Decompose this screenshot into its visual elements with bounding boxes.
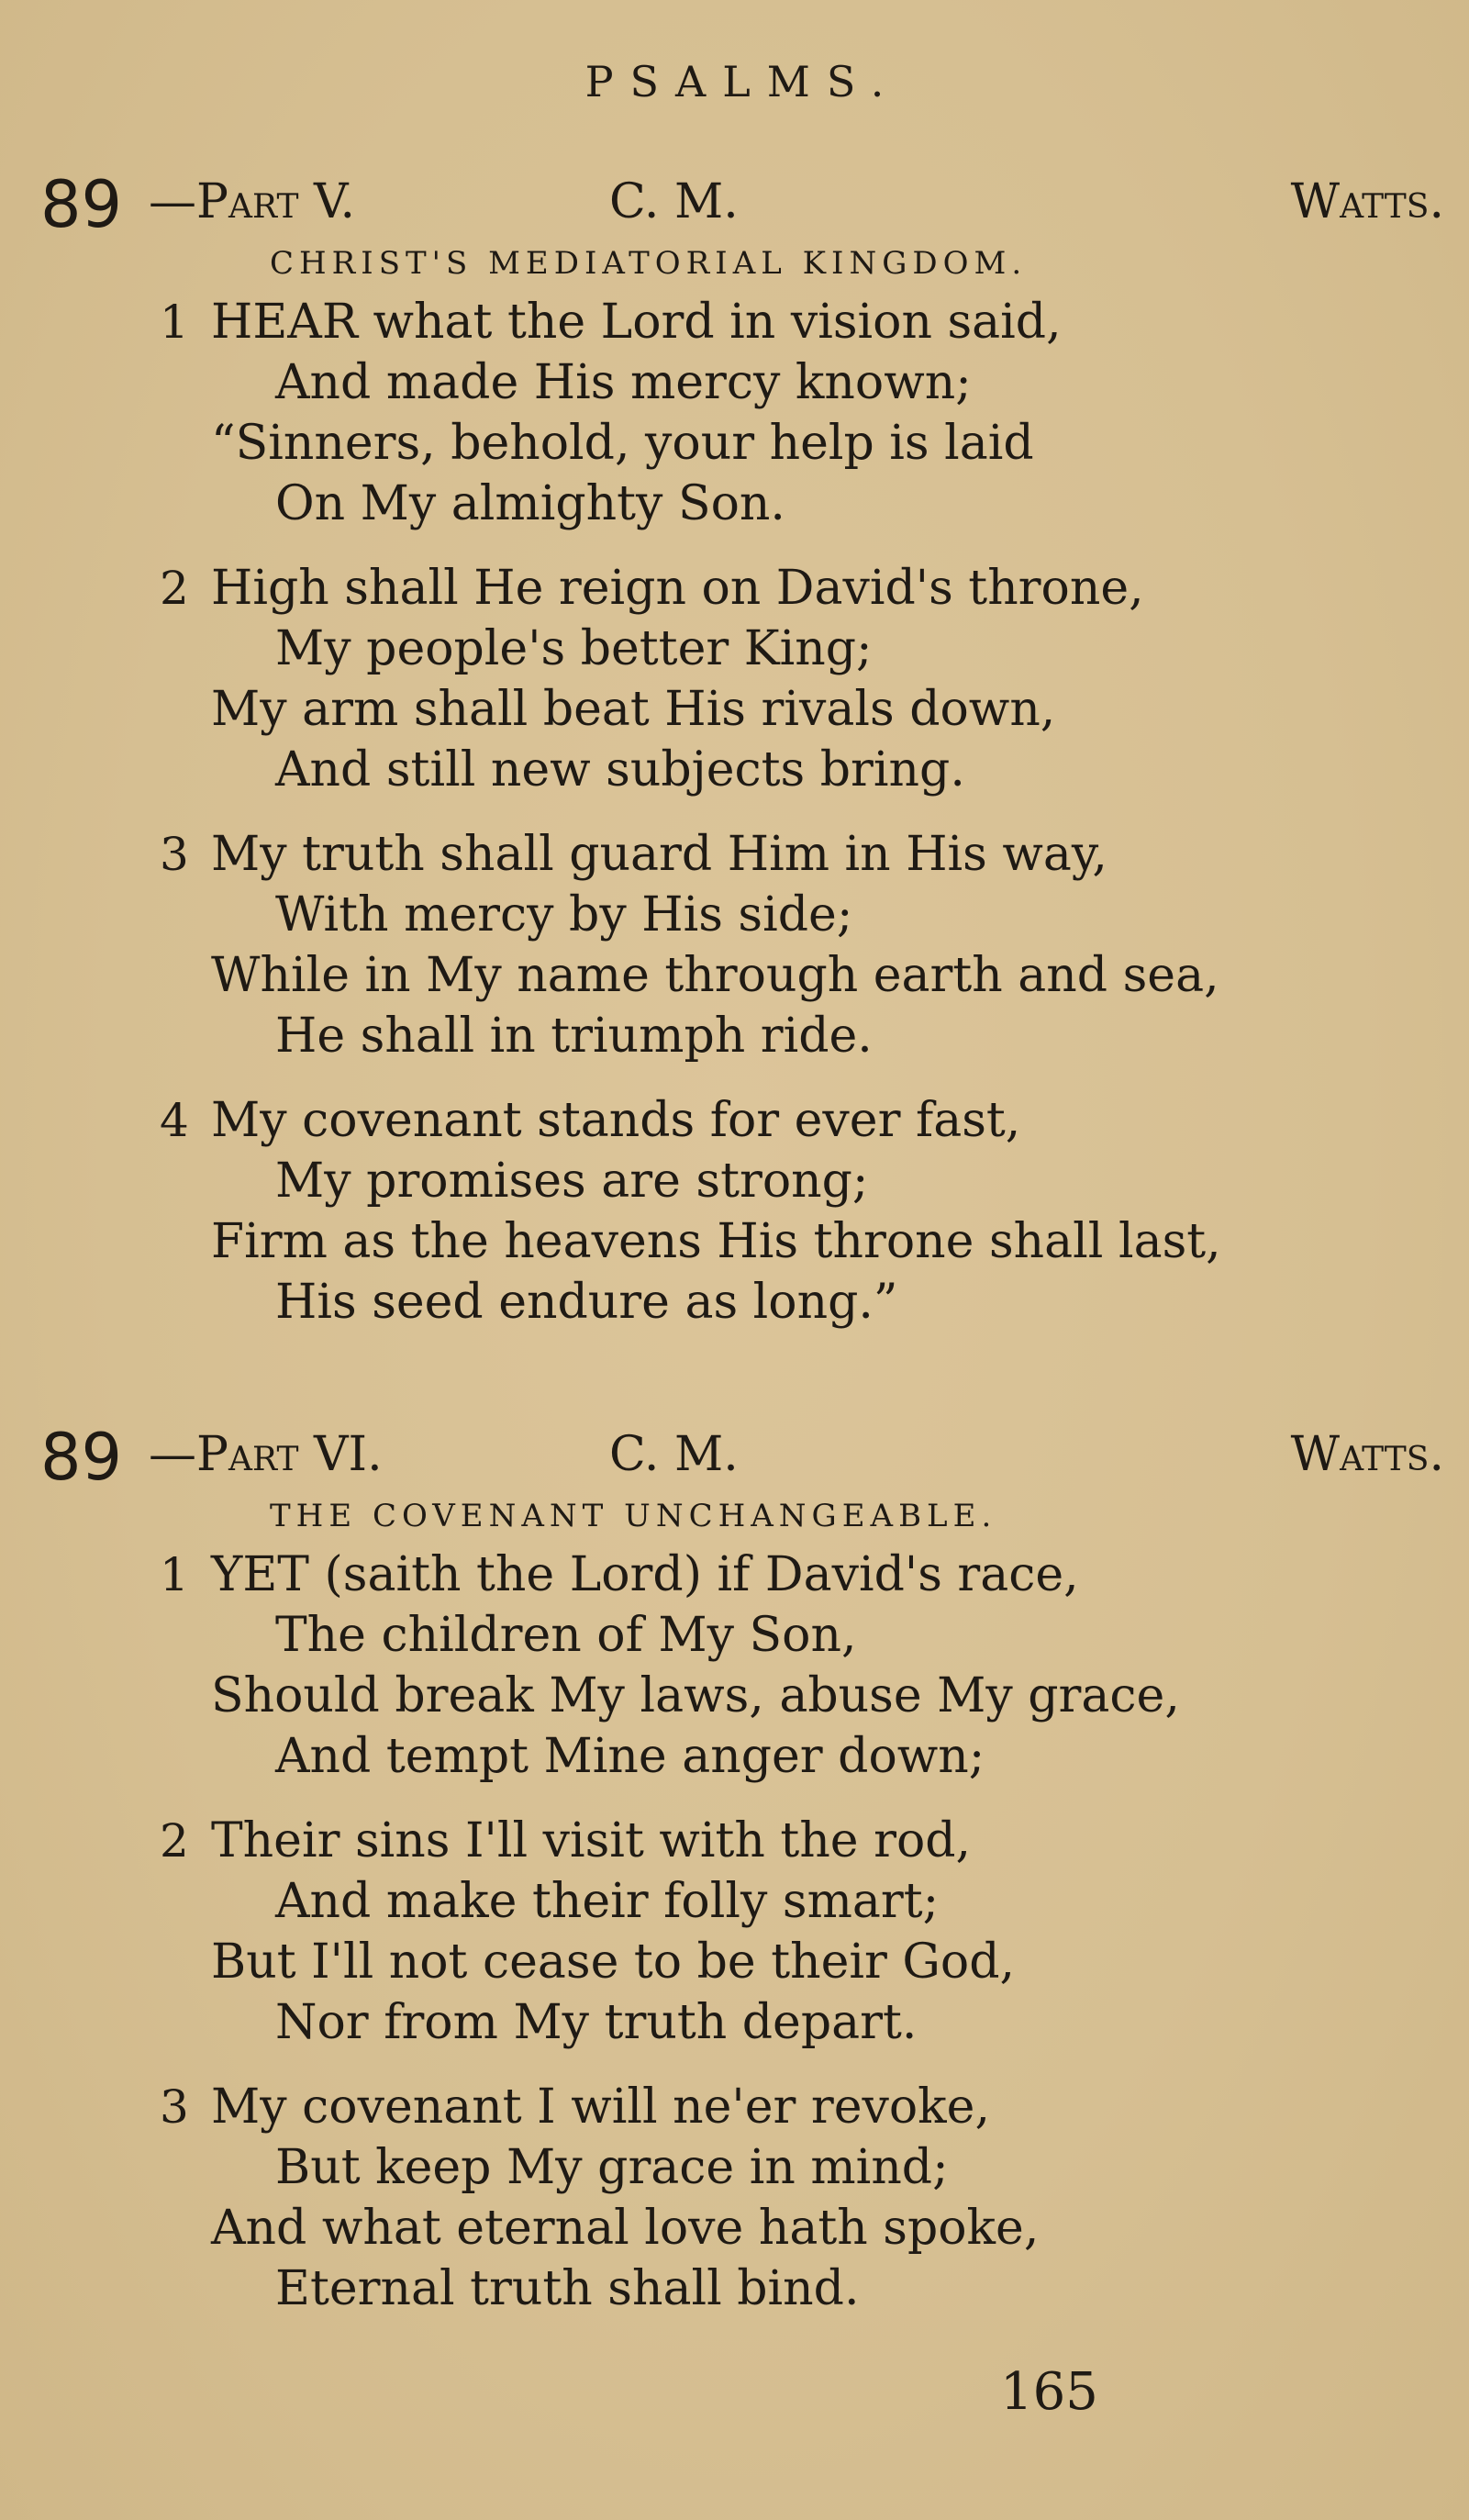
hymn-89-part-vi: [40, 1418, 1444, 2343]
stanza-number: 3: [160, 2080, 189, 2134]
stanza-number: 3: [160, 828, 189, 881]
stanza: [40, 558, 1444, 800]
stanza: [40, 292, 1444, 534]
hymn-number: 89: [40, 167, 123, 242]
hymn-subtitle: THE COVENANT UNCHANGEABLE.: [270, 1498, 997, 1534]
verse-line: My truth shall guard Him in His way,: [211, 827, 1107, 882]
stanza: [40, 2077, 1444, 2319]
verse-line: And still new subjects bring.: [275, 742, 965, 797]
stanza: [40, 824, 1444, 1066]
stanza-number: 1: [160, 1548, 189, 1601]
verse-line: My people's better King;: [275, 621, 873, 676]
verse-line: My covenant stands for ever fast,: [211, 1093, 1021, 1148]
verse-line: Eternal truth shall bind.: [275, 2261, 860, 2316]
verse-line: My promises are strong;: [275, 1154, 869, 1209]
verse-line: My covenant I will ne'er revoke,: [211, 2080, 990, 2135]
hymn-part: —Part VI.: [149, 1427, 383, 1482]
verse-line: My arm shall beat His rivals down,: [211, 682, 1056, 737]
page-number: 165: [1000, 2362, 1098, 2422]
verse-line: His seed endure as long.”: [275, 1275, 898, 1330]
verse-line: And made His mercy known;: [275, 355, 972, 410]
hymn-subtitle: CHRIST'S MEDIATORIAL KINGDOM.: [270, 245, 1028, 282]
hymn-part: —Part V.: [149, 174, 355, 229]
verse-line: Firm as the heavens His throne shall last,: [211, 1214, 1221, 1269]
verse-line: And make their folly smart;: [275, 1874, 940, 1929]
verse-line: YET (saith the Lord) if David's race,: [211, 1547, 1079, 1602]
stanza-number: 2: [160, 1814, 189, 1868]
verse-line: High shall He reign on David's throne,: [211, 561, 1144, 616]
verse-line: The children of My Son,: [275, 1608, 857, 1663]
verse-line: He shall in triumph ride.: [275, 1009, 873, 1064]
verse-line: With mercy by His side;: [275, 887, 853, 942]
hymn-header: [40, 165, 1444, 244]
verse-line: On My almighty Son.: [275, 476, 785, 531]
verse-line: And tempt Mine anger down;: [275, 1729, 985, 1784]
stanza-number: 1: [160, 295, 189, 349]
hymn-89-part-v: [40, 165, 1444, 1356]
hymn-meter: C. M.: [609, 174, 739, 229]
stanza: [40, 1544, 1444, 1787]
verse-line: And what eternal love hath spoke,: [211, 2201, 1040, 2256]
running-head: PSALMS.: [584, 57, 901, 106]
hymn-author: Watts.: [1290, 1427, 1444, 1482]
hymn-author: Watts.: [1290, 174, 1444, 229]
verse-line: But I'll not cease to be their God,: [211, 1935, 1016, 1990]
stanza: [40, 1090, 1444, 1332]
hymn-number: 89: [40, 1420, 123, 1495]
verse-line: Should break My laws, abuse My grace,: [211, 1668, 1180, 1723]
verse-line: But keep My grace in mind;: [275, 2140, 949, 2195]
hymn-header: [40, 1418, 1444, 1497]
hymn-meter: C. M.: [609, 1427, 739, 1482]
verse-line: “Sinners, behold, your help is laid: [211, 416, 1034, 471]
verse-line: Nor from My truth depart.: [275, 1995, 918, 2050]
stanza: [40, 1811, 1444, 2053]
verse-line: While in My name through earth and sea,: [211, 948, 1219, 1003]
verse-line: Their sins I'll visit with the rod,: [211, 1813, 972, 1868]
verse-line: HEAR what the Lord in vision said,: [211, 295, 1062, 350]
stanza-number: 2: [160, 562, 189, 615]
stanza-number: 4: [160, 1094, 189, 1147]
